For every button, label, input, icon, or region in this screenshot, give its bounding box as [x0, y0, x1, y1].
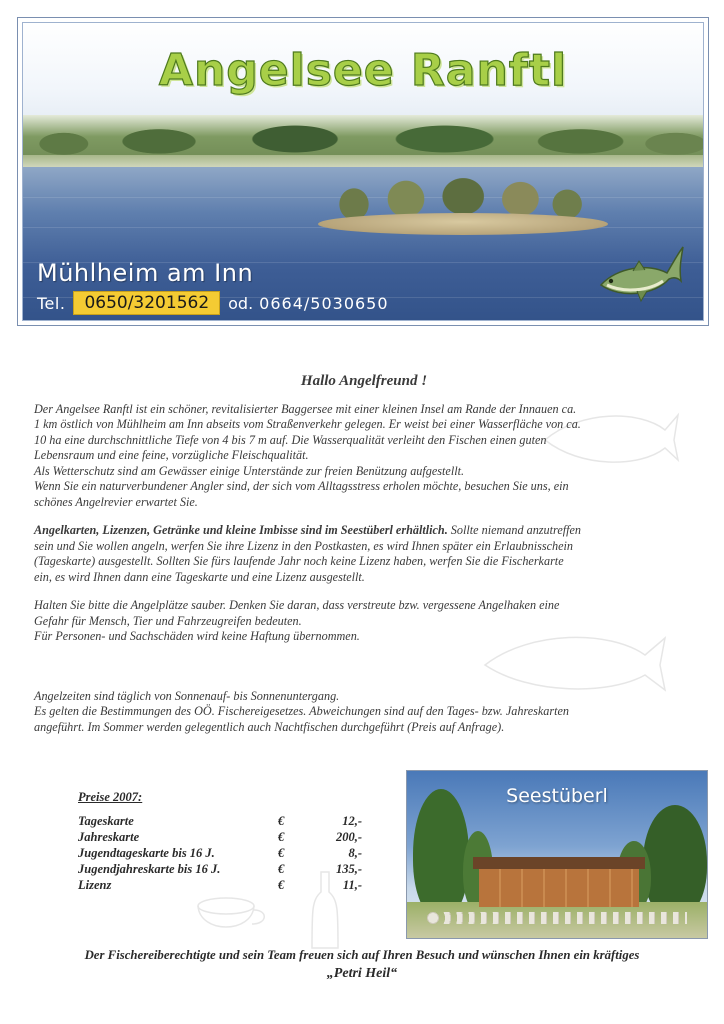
- tel-label: Tel.: [37, 293, 66, 313]
- price-label: Jugendtageskarte bis 16 J.: [78, 845, 215, 860]
- banner-title: Angelsee Ranftl: [158, 45, 568, 96]
- price-label: Lizenz: [78, 877, 112, 892]
- greeting: Hallo Angelfreund !: [300, 373, 428, 389]
- price-value: 12,-: [342, 813, 362, 828]
- price-currency: €: [278, 877, 285, 892]
- header-banner: [17, 17, 709, 326]
- text-line: 1 km östlich von Mühlheim am Inn abseits vom Straßenverkehr gelegen. Er weist bei einer Wasserfläche von ca.: [34, 417, 581, 431]
- footer-line: Der Fischereiberechtigte und sein Team freuen sich auf Ihren Besuch und wünschen Ihnen ein kräftiges: [84, 948, 640, 962]
- text-line: angeführt. Im Sommer werden gelegentlich auch Nachtfischen durchgeführt (Preis auf Anfrage).: [34, 719, 505, 734]
- banner-place: Mühlheim am Inn: [37, 259, 254, 287]
- text-line: sein und Sie wollen angeln, werfen Sie ihre Lizenz in den Postkasten, es wird Ihnen später ein Erlaubnisschein: [34, 538, 574, 553]
- text-line: [34, 523, 694, 539]
- paragraph-times: [34, 689, 694, 736]
- price-label: Jahreskarte: [78, 829, 140, 844]
- price-currency: €: [278, 845, 285, 860]
- text-line: (Tageskarte) ausgestellt. Sollten Sie fürs laufende Jahr noch keine Lizenz haben, werfen Sie die Fischerkarte: [34, 554, 564, 568]
- intro-text: [34, 374, 694, 748]
- footer: [20, 948, 704, 982]
- text-line: Angelzeiten sind täglich von Sonnenauf- bis Sonnenuntergang.: [34, 688, 340, 703]
- paragraph-rules: [34, 598, 694, 645]
- price-value: 8,-: [348, 845, 362, 860]
- price-row: [78, 813, 378, 829]
- text-segment: Sollte niemand anzutreffen: [447, 523, 582, 537]
- price-label: Tageskarte: [78, 813, 134, 828]
- phone-alt[interactable]: 0664/5030650: [259, 293, 389, 313]
- text-line: Wenn Sie ein naturverbundener Angler sind, der sich vom Alltagsstress erholen möchte, besuchen Sie uns, ein: [34, 479, 569, 493]
- price-row: [78, 877, 378, 893]
- photo-title: Seestüberl: [506, 785, 608, 807]
- footer-closing: „Petri Heil“: [326, 966, 398, 981]
- phone-row: [37, 291, 389, 315]
- price-currency: €: [278, 813, 285, 828]
- licenses-highlight: Angelkarten, Lizenzen, Getränke und kleine Imbisse sind im Seestüberl erhältlich.: [34, 523, 448, 537]
- text-line: Für Personen- und Sachschäden wird keine Haftung übernommen.: [34, 629, 360, 643]
- text-line: schönes Angelrevier erwartet Sie.: [34, 494, 198, 509]
- text-line: 10 ha eine durchschnittliche Tiefe von 4 bis 7 m auf. Die Wasserqualität verleiht den Fischen einen guten: [34, 432, 547, 447]
- tree-shape: [413, 789, 469, 919]
- island: [318, 173, 608, 235]
- text-line: Als Wetterschutz sind am Gewässer einige Unterstände zur freien Benützung aufgestellt.: [34, 463, 465, 478]
- price-list: [78, 790, 378, 893]
- house-shape: [479, 857, 639, 907]
- or-label: od.: [228, 293, 254, 313]
- text-line: Es gelten die Bestimmungen des OÖ. Fischereigesetzes. Abweichungen sind auf den Tages- bzw. Jahreskarten: [34, 704, 570, 718]
- fish-icon: [597, 233, 687, 313]
- price-currency: €: [278, 829, 285, 844]
- text-line: Gefahr für Mensch, Tier und Fahrzeugreifen bedeuten.: [34, 613, 302, 628]
- price-list-title: Preise 2007:: [78, 790, 143, 804]
- text-line: Lebensraum und eine feine, vorzügliche Fleischqualität.: [34, 448, 309, 462]
- paragraph-licenses: [34, 523, 694, 585]
- banner-photo: [22, 22, 704, 321]
- price-row: [78, 829, 378, 845]
- price-label: Jugendjahreskarte bis 16 J.: [78, 861, 221, 876]
- price-row: [78, 861, 378, 877]
- text-line: ein, es wird Ihnen dann eine Tageskarte und eine Lizenz ausgestellt.: [34, 569, 365, 584]
- seestueberl-photo: [406, 770, 708, 939]
- price-value: 135,-: [335, 861, 362, 876]
- text-line: Der Angelsee Ranftl ist ein schöner, revitalisierter Baggersee mit einer kleinen Insel am Rande der Innauen ca.: [34, 401, 577, 416]
- stones-shape: [427, 912, 687, 924]
- text-line: Halten Sie bitte die Angelplätze sauber. Denken Sie daran, dass verstreute bzw. vergessene Angelhaken eine: [34, 598, 560, 612]
- price-value: 11,-: [342, 877, 362, 892]
- paragraph-lake: [34, 402, 694, 511]
- cup-watermark-icon: [190, 890, 270, 950]
- price-row: [78, 845, 378, 861]
- price-value: 200,-: [335, 829, 362, 844]
- phone-main[interactable]: 0650/3201562: [73, 291, 220, 315]
- price-currency: €: [278, 861, 285, 876]
